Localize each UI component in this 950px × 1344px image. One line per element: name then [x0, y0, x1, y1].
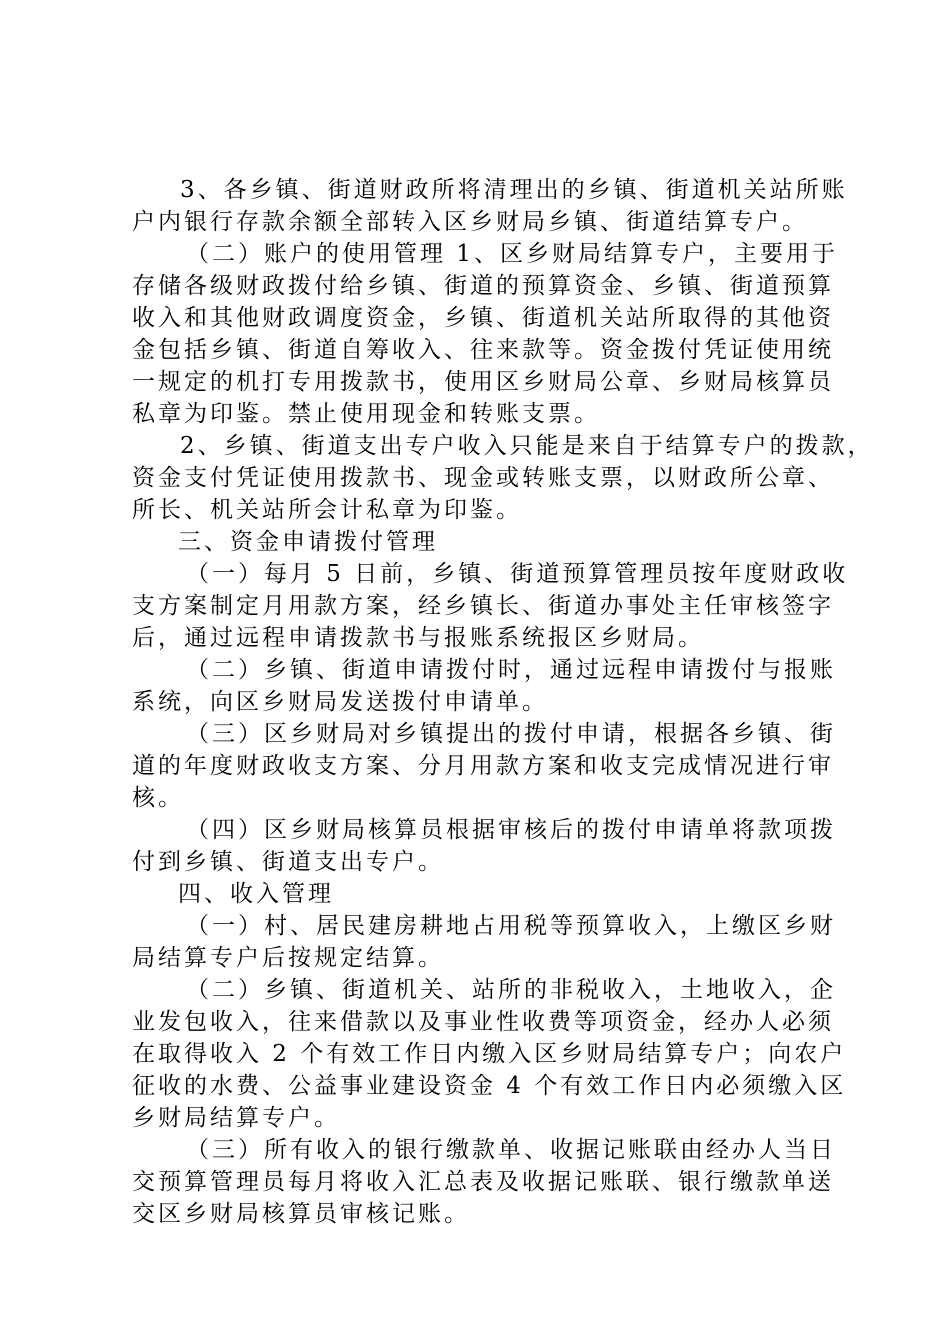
text-line: 交区乡财局核算员审核记账。	[132, 1201, 470, 1227]
text-line: 后，通过远程申请拨款书与报账系统报区乡财局。	[132, 625, 704, 651]
text-line: 金包括乡镇、街道自筹收入、往来款等。资金拨付凭证使用统	[132, 337, 834, 363]
text-line: 一规定的机打专用拨款书，使用区乡财局公章、乡财局核算员	[132, 369, 834, 395]
text-line: 核。	[132, 785, 184, 811]
text-line: 征收的水费、公益事业建设资金 4 个有效工作日内必须缴入区	[132, 1073, 847, 1099]
text-line: 私章为印鉴。禁止使用现金和转账支票。	[132, 401, 600, 427]
text-line: （二）乡镇、街道机关、站所的非税收入，土地收入，企	[186, 977, 836, 1003]
text-line: 收入和其他财政调度资金，乡镇、街道机关站所取得的其他资	[132, 305, 834, 331]
text-line: 交预算管理员每月将收入汇总表及收据记账联、银行缴款单送	[132, 1169, 834, 1195]
text-line: 在取得收入 2 个有效工作日内缴入区乡财局结算专户；向农户	[132, 1041, 847, 1067]
text-line: 所长、机关站所会计私章为印鉴。	[132, 497, 522, 523]
section-heading: 三、资金申请拨付管理	[178, 529, 438, 555]
text-line: 支方案制定月用款方案，经乡镇长、街道办事处主任审核签字	[132, 593, 834, 619]
section-heading: 四、收入管理	[178, 881, 334, 907]
text-line: 乡财局结算专户。	[132, 1105, 340, 1131]
document-body	[132, 174, 874, 1230]
text-line: 资金支付凭证使用拨款书、现金或转账支票，以财政所公章、	[132, 465, 834, 491]
text-line: 业发包收入，往来借款以及事业性收费等项资金，经办人必须	[132, 1009, 834, 1035]
text-line: （四）区乡财局核算员根据审核后的拨付申请单将款项拨	[186, 817, 836, 843]
text-line: （二）账户的使用管理 1、区乡财局结算专户，主要用于	[186, 241, 838, 267]
text-line: （三）所有收入的银行缴款单、收据记账联由经办人当日	[186, 1137, 836, 1163]
text-line: 付到乡镇、街道支出专户。	[132, 849, 444, 875]
text-line: 道的年度财政收支方案、分月用款方案和收支完成情况进行审	[132, 753, 834, 779]
text-line: （三）区乡财局对乡镇提出的拨付申请，根据各乡镇、街	[186, 721, 836, 747]
text-line: 系统，向区乡财局发送拨付申请单。	[132, 689, 548, 715]
text-line: 2、乡镇、街道支出专户收入只能是来自于结算专户的拨款，	[180, 433, 874, 459]
text-line: 户内银行存款余额全部转入区乡财局乡镇、街道结算专户。	[132, 209, 808, 235]
text-line: （一）每月 5 日前，乡镇、街道预算管理员按年度财政收	[186, 561, 849, 587]
text-line: （一）村、居民建房耕地占用税等预算收入，上缴区乡财	[186, 913, 836, 939]
text-line: 存储各级财政拨付给乡镇、街道的预算资金、乡镇、街道预算	[132, 273, 834, 299]
text-line: 3、各乡镇、街道财政所将清理出的乡镇、街道机关站所账	[180, 177, 848, 203]
text-line: （二）乡镇、街道申请拨付时，通过远程申请拨付与报账	[186, 657, 836, 683]
text-line: 局结算专户后按规定结算。	[132, 945, 444, 971]
